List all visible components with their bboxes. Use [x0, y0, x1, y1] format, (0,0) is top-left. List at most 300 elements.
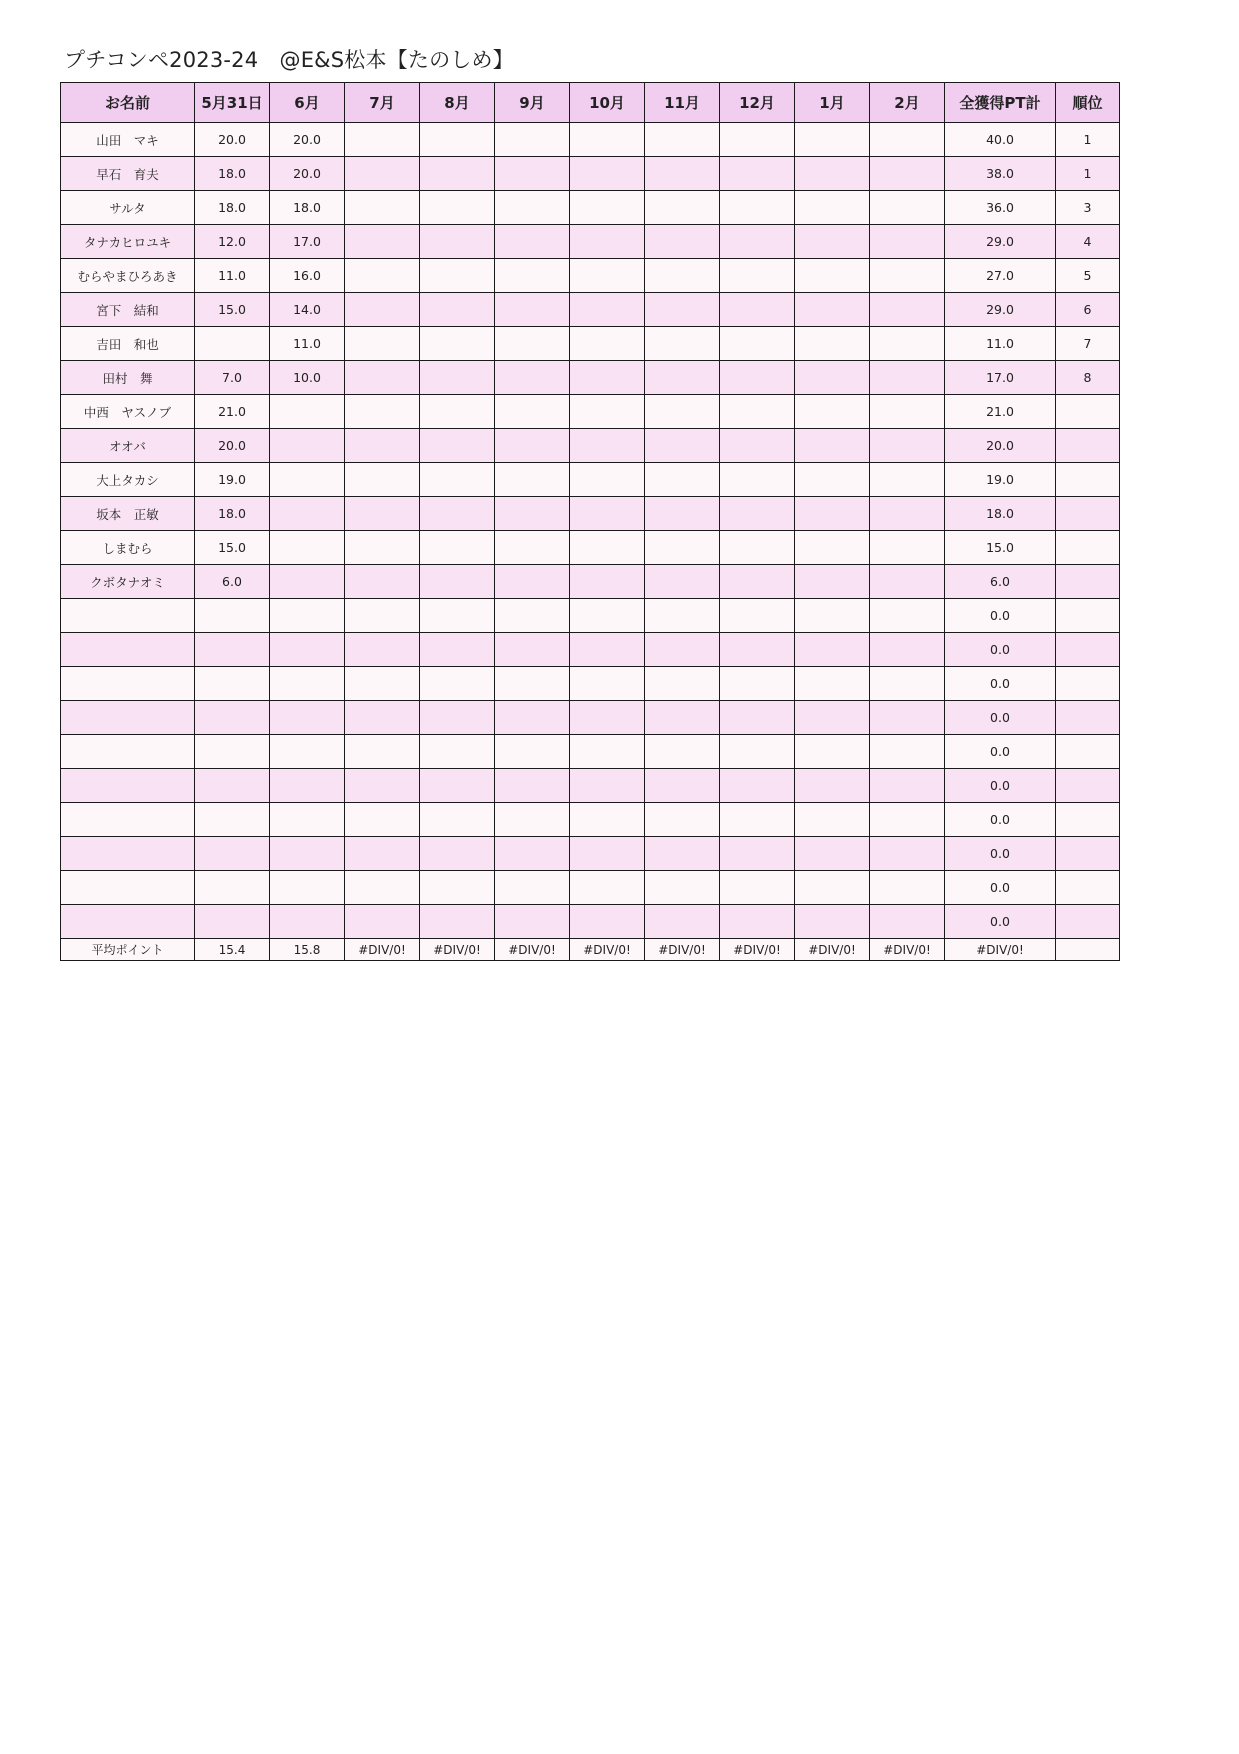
player-name-cell[interactable]: 田村 舞 — [61, 361, 195, 395]
points-cell[interactable] — [495, 463, 570, 497]
points-cell[interactable] — [420, 837, 495, 871]
points-cell[interactable] — [870, 225, 945, 259]
player-name-cell[interactable]: 中西 ヤスノブ — [61, 395, 195, 429]
points-cell[interactable] — [420, 871, 495, 905]
points-cell[interactable] — [870, 599, 945, 633]
points-cell[interactable] — [195, 701, 270, 735]
points-cell[interactable] — [645, 633, 720, 667]
points-cell[interactable] — [270, 769, 345, 803]
points-cell[interactable]: 21.0 — [195, 395, 270, 429]
total-points-cell[interactable]: 0.0 — [945, 599, 1056, 633]
points-cell[interactable] — [195, 871, 270, 905]
points-cell[interactable] — [345, 565, 420, 599]
points-cell[interactable] — [270, 735, 345, 769]
points-cell[interactable] — [195, 837, 270, 871]
points-cell[interactable] — [870, 701, 945, 735]
points-cell[interactable] — [495, 225, 570, 259]
points-cell[interactable] — [795, 905, 870, 939]
points-cell[interactable] — [345, 769, 420, 803]
points-cell[interactable] — [420, 429, 495, 463]
player-name-cell[interactable] — [61, 735, 195, 769]
points-cell[interactable] — [345, 837, 420, 871]
points-cell[interactable] — [795, 599, 870, 633]
points-cell[interactable] — [345, 497, 420, 531]
points-cell[interactable] — [495, 497, 570, 531]
points-cell[interactable] — [570, 803, 645, 837]
points-cell[interactable] — [420, 157, 495, 191]
points-cell[interactable]: 7.0 — [195, 361, 270, 395]
points-cell[interactable] — [870, 565, 945, 599]
rank-cell[interactable]: 8 — [1056, 361, 1120, 395]
points-cell[interactable] — [420, 531, 495, 565]
rank-cell[interactable] — [1056, 497, 1120, 531]
points-cell[interactable] — [645, 361, 720, 395]
average-points-label[interactable]: 平均ポイント — [61, 939, 195, 961]
rank-cell[interactable] — [1056, 871, 1120, 905]
points-cell[interactable] — [420, 803, 495, 837]
points-cell[interactable] — [495, 905, 570, 939]
points-cell[interactable]: 15.0 — [195, 293, 270, 327]
points-cell[interactable] — [495, 837, 570, 871]
points-cell[interactable] — [570, 701, 645, 735]
total-points-cell[interactable]: 0.0 — [945, 667, 1056, 701]
points-cell[interactable] — [195, 769, 270, 803]
points-cell[interactable] — [270, 497, 345, 531]
points-cell[interactable] — [645, 429, 720, 463]
points-cell[interactable] — [795, 429, 870, 463]
points-cell[interactable] — [420, 701, 495, 735]
total-points-cell[interactable]: 20.0 — [945, 429, 1056, 463]
points-cell[interactable] — [720, 667, 795, 701]
points-cell[interactable]: 14.0 — [270, 293, 345, 327]
average-points-cell[interactable]: #DIV/0! — [570, 939, 645, 961]
points-cell[interactable]: 10.0 — [270, 361, 345, 395]
points-cell[interactable] — [495, 123, 570, 157]
rank-cell[interactable] — [1056, 463, 1120, 497]
points-cell[interactable] — [345, 157, 420, 191]
points-cell[interactable] — [420, 123, 495, 157]
player-name-cell[interactable] — [61, 701, 195, 735]
points-cell[interactable] — [795, 531, 870, 565]
player-name-cell[interactable]: 宮下 結和 — [61, 293, 195, 327]
points-cell[interactable] — [720, 191, 795, 225]
points-cell[interactable] — [795, 259, 870, 293]
points-cell[interactable] — [270, 803, 345, 837]
points-cell[interactable] — [795, 191, 870, 225]
rank-cell[interactable] — [1056, 531, 1120, 565]
points-cell[interactable] — [345, 667, 420, 701]
rank-cell[interactable]: 4 — [1056, 225, 1120, 259]
points-cell[interactable] — [795, 157, 870, 191]
points-cell[interactable] — [795, 361, 870, 395]
player-name-cell[interactable] — [61, 871, 195, 905]
points-cell[interactable] — [720, 293, 795, 327]
points-cell[interactable] — [270, 667, 345, 701]
total-points-cell[interactable]: 21.0 — [945, 395, 1056, 429]
rank-cell[interactable] — [1056, 905, 1120, 939]
average-points-cell[interactable]: #DIV/0! — [495, 939, 570, 961]
total-points-cell[interactable]: 0.0 — [945, 905, 1056, 939]
total-points-cell[interactable]: 17.0 — [945, 361, 1056, 395]
points-cell[interactable] — [270, 633, 345, 667]
points-cell[interactable] — [720, 803, 795, 837]
points-cell[interactable] — [570, 871, 645, 905]
points-cell[interactable] — [870, 803, 945, 837]
points-cell[interactable] — [270, 599, 345, 633]
points-cell[interactable] — [795, 123, 870, 157]
points-cell[interactable] — [345, 531, 420, 565]
points-cell[interactable]: 18.0 — [195, 497, 270, 531]
average-points-cell[interactable]: #DIV/0! — [645, 939, 720, 961]
points-cell[interactable] — [720, 531, 795, 565]
points-cell[interactable] — [495, 701, 570, 735]
rank-cell[interactable] — [1056, 599, 1120, 633]
points-cell[interactable] — [720, 327, 795, 361]
points-cell[interactable] — [870, 667, 945, 701]
rank-cell[interactable] — [1056, 395, 1120, 429]
points-cell[interactable] — [720, 123, 795, 157]
total-points-cell[interactable]: 0.0 — [945, 701, 1056, 735]
points-cell[interactable] — [495, 259, 570, 293]
total-points-cell[interactable]: 27.0 — [945, 259, 1056, 293]
points-cell[interactable] — [495, 633, 570, 667]
points-cell[interactable] — [270, 565, 345, 599]
points-cell[interactable] — [345, 803, 420, 837]
points-cell[interactable] — [495, 327, 570, 361]
player-name-cell[interactable] — [61, 905, 195, 939]
rank-cell[interactable] — [1056, 429, 1120, 463]
points-cell[interactable] — [570, 667, 645, 701]
points-cell[interactable] — [495, 803, 570, 837]
points-cell[interactable] — [495, 599, 570, 633]
total-points-cell[interactable]: 0.0 — [945, 837, 1056, 871]
points-cell[interactable]: 6.0 — [195, 565, 270, 599]
points-cell[interactable] — [795, 769, 870, 803]
points-cell[interactable] — [645, 463, 720, 497]
points-cell[interactable] — [645, 157, 720, 191]
points-cell[interactable] — [495, 735, 570, 769]
rank-cell[interactable]: 5 — [1056, 259, 1120, 293]
average-points-cell[interactable]: #DIV/0! — [795, 939, 870, 961]
points-cell[interactable] — [420, 327, 495, 361]
points-cell[interactable] — [720, 633, 795, 667]
points-cell[interactable] — [870, 531, 945, 565]
points-cell[interactable] — [570, 905, 645, 939]
points-cell[interactable] — [795, 735, 870, 769]
points-cell[interactable]: 19.0 — [195, 463, 270, 497]
points-cell[interactable] — [795, 463, 870, 497]
points-cell[interactable] — [645, 259, 720, 293]
points-cell[interactable] — [645, 293, 720, 327]
points-cell[interactable] — [345, 395, 420, 429]
points-cell[interactable] — [870, 395, 945, 429]
points-cell[interactable] — [720, 871, 795, 905]
player-name-cell[interactable] — [61, 667, 195, 701]
points-cell[interactable] — [720, 225, 795, 259]
points-cell[interactable] — [645, 531, 720, 565]
points-cell[interactable]: 16.0 — [270, 259, 345, 293]
points-cell[interactable]: 11.0 — [195, 259, 270, 293]
points-cell[interactable]: 11.0 — [270, 327, 345, 361]
points-cell[interactable] — [570, 429, 645, 463]
points-cell[interactable] — [720, 599, 795, 633]
points-cell[interactable]: 20.0 — [270, 123, 345, 157]
player-name-cell[interactable]: 坂本 正敏 — [61, 497, 195, 531]
points-cell[interactable] — [420, 735, 495, 769]
points-cell[interactable] — [495, 361, 570, 395]
points-cell[interactable]: 15.0 — [195, 531, 270, 565]
points-cell[interactable] — [795, 395, 870, 429]
points-cell[interactable] — [645, 565, 720, 599]
points-cell[interactable] — [570, 837, 645, 871]
points-cell[interactable] — [495, 293, 570, 327]
points-cell[interactable] — [795, 871, 870, 905]
points-cell[interactable] — [570, 463, 645, 497]
points-cell[interactable] — [345, 429, 420, 463]
player-name-cell[interactable]: 吉田 和也 — [61, 327, 195, 361]
points-cell[interactable] — [345, 123, 420, 157]
points-cell[interactable] — [570, 123, 645, 157]
points-cell[interactable] — [345, 633, 420, 667]
points-cell[interactable] — [720, 769, 795, 803]
points-cell[interactable] — [195, 633, 270, 667]
average-points-cell[interactable]: 15.4 — [195, 939, 270, 961]
points-cell[interactable] — [570, 225, 645, 259]
points-cell[interactable] — [420, 361, 495, 395]
total-points-cell[interactable]: 38.0 — [945, 157, 1056, 191]
points-cell[interactable] — [345, 735, 420, 769]
average-points-cell[interactable]: #DIV/0! — [420, 939, 495, 961]
player-name-cell[interactable] — [61, 633, 195, 667]
points-cell[interactable] — [420, 667, 495, 701]
points-cell[interactable] — [195, 667, 270, 701]
points-cell[interactable] — [495, 667, 570, 701]
points-cell[interactable] — [420, 395, 495, 429]
points-cell[interactable] — [345, 871, 420, 905]
points-cell[interactable] — [645, 701, 720, 735]
points-cell[interactable] — [870, 123, 945, 157]
points-cell[interactable] — [420, 905, 495, 939]
player-name-cell[interactable] — [61, 803, 195, 837]
points-cell[interactable] — [795, 497, 870, 531]
player-name-cell[interactable]: 早石 育夫 — [61, 157, 195, 191]
points-cell[interactable] — [795, 837, 870, 871]
rank-cell[interactable] — [1056, 837, 1120, 871]
points-cell[interactable] — [795, 803, 870, 837]
points-cell[interactable] — [420, 225, 495, 259]
points-cell[interactable]: 17.0 — [270, 225, 345, 259]
rank-cell[interactable]: 1 — [1056, 123, 1120, 157]
total-points-cell[interactable]: 29.0 — [945, 225, 1056, 259]
player-name-cell[interactable]: しまむら — [61, 531, 195, 565]
points-cell[interactable] — [345, 293, 420, 327]
average-points-cell[interactable]: #DIV/0! — [345, 939, 420, 961]
points-cell[interactable] — [420, 633, 495, 667]
rank-cell[interactable]: 1 — [1056, 157, 1120, 191]
average-points-cell[interactable]: #DIV/0! — [720, 939, 795, 961]
points-cell[interactable] — [870, 871, 945, 905]
rank-cell[interactable]: 7 — [1056, 327, 1120, 361]
points-cell[interactable] — [495, 565, 570, 599]
total-points-cell[interactable]: 0.0 — [945, 769, 1056, 803]
points-cell[interactable] — [645, 667, 720, 701]
points-cell[interactable] — [420, 497, 495, 531]
points-cell[interactable] — [570, 259, 645, 293]
points-cell[interactable] — [720, 259, 795, 293]
points-cell[interactable] — [870, 769, 945, 803]
points-cell[interactable] — [870, 905, 945, 939]
points-cell[interactable] — [345, 361, 420, 395]
player-name-cell[interactable]: 大上タカシ — [61, 463, 195, 497]
points-cell[interactable] — [870, 497, 945, 531]
points-cell[interactable]: 20.0 — [195, 429, 270, 463]
points-cell[interactable] — [270, 871, 345, 905]
points-cell[interactable] — [795, 565, 870, 599]
points-cell[interactable] — [720, 701, 795, 735]
points-cell[interactable] — [720, 463, 795, 497]
points-cell[interactable] — [570, 361, 645, 395]
points-cell[interactable] — [795, 327, 870, 361]
points-cell[interactable]: 12.0 — [195, 225, 270, 259]
points-cell[interactable] — [345, 905, 420, 939]
points-cell[interactable] — [720, 395, 795, 429]
total-points-cell[interactable]: 18.0 — [945, 497, 1056, 531]
points-cell[interactable] — [720, 735, 795, 769]
rank-cell[interactable] — [1056, 735, 1120, 769]
points-cell[interactable] — [645, 395, 720, 429]
points-cell[interactable] — [645, 225, 720, 259]
points-cell[interactable] — [645, 905, 720, 939]
points-cell[interactable] — [645, 871, 720, 905]
total-points-cell[interactable]: 11.0 — [945, 327, 1056, 361]
points-cell[interactable] — [270, 701, 345, 735]
points-cell[interactable] — [720, 497, 795, 531]
points-cell[interactable] — [870, 191, 945, 225]
total-points-cell[interactable]: 29.0 — [945, 293, 1056, 327]
total-points-cell[interactable]: 40.0 — [945, 123, 1056, 157]
total-points-cell[interactable]: 36.0 — [945, 191, 1056, 225]
total-points-cell[interactable]: 19.0 — [945, 463, 1056, 497]
points-cell[interactable] — [870, 361, 945, 395]
points-cell[interactable] — [570, 633, 645, 667]
points-cell[interactable] — [195, 327, 270, 361]
player-name-cell[interactable]: オオバ — [61, 429, 195, 463]
points-cell[interactable] — [645, 803, 720, 837]
player-name-cell[interactable]: サルタ — [61, 191, 195, 225]
points-cell[interactable] — [345, 599, 420, 633]
average-points-cell[interactable]: #DIV/0! — [945, 939, 1056, 961]
points-cell[interactable] — [645, 191, 720, 225]
total-points-cell[interactable]: 0.0 — [945, 735, 1056, 769]
points-cell[interactable] — [420, 769, 495, 803]
points-cell[interactable] — [495, 191, 570, 225]
points-cell[interactable] — [870, 157, 945, 191]
points-cell[interactable] — [795, 667, 870, 701]
points-cell[interactable] — [720, 565, 795, 599]
points-cell[interactable] — [495, 769, 570, 803]
points-cell[interactable] — [645, 497, 720, 531]
player-name-cell[interactable]: クボタナオミ — [61, 565, 195, 599]
points-cell[interactable] — [570, 769, 645, 803]
points-cell[interactable] — [645, 123, 720, 157]
points-cell[interactable] — [720, 157, 795, 191]
points-cell[interactable]: 20.0 — [195, 123, 270, 157]
average-points-cell[interactable]: #DIV/0! — [870, 939, 945, 961]
points-cell[interactable] — [570, 293, 645, 327]
points-cell[interactable] — [570, 497, 645, 531]
points-cell[interactable] — [870, 633, 945, 667]
points-cell[interactable] — [495, 531, 570, 565]
points-cell[interactable] — [195, 735, 270, 769]
points-cell[interactable] — [345, 327, 420, 361]
points-cell[interactable] — [720, 429, 795, 463]
points-cell[interactable] — [420, 565, 495, 599]
points-cell[interactable]: 20.0 — [270, 157, 345, 191]
points-cell[interactable] — [870, 735, 945, 769]
points-cell[interactable] — [195, 905, 270, 939]
player-name-cell[interactable]: タナカヒロユキ — [61, 225, 195, 259]
total-points-cell[interactable]: 0.0 — [945, 871, 1056, 905]
points-cell[interactable] — [870, 429, 945, 463]
points-cell[interactable] — [720, 905, 795, 939]
rank-cell[interactable] — [1056, 701, 1120, 735]
total-points-cell[interactable]: 0.0 — [945, 633, 1056, 667]
points-cell[interactable] — [795, 293, 870, 327]
player-name-cell[interactable] — [61, 599, 195, 633]
points-cell[interactable] — [870, 463, 945, 497]
points-cell[interactable] — [795, 633, 870, 667]
player-name-cell[interactable]: むらやまひろあき — [61, 259, 195, 293]
points-cell[interactable]: 18.0 — [270, 191, 345, 225]
points-cell[interactable] — [570, 157, 645, 191]
points-cell[interactable] — [270, 905, 345, 939]
points-cell[interactable] — [345, 259, 420, 293]
points-cell[interactable] — [570, 735, 645, 769]
points-cell[interactable] — [570, 565, 645, 599]
rank-cell[interactable] — [1056, 803, 1120, 837]
rank-cell[interactable] — [1056, 565, 1120, 599]
points-cell[interactable] — [570, 191, 645, 225]
points-cell[interactable] — [495, 157, 570, 191]
points-cell[interactable] — [195, 803, 270, 837]
points-cell[interactable] — [570, 327, 645, 361]
rank-cell[interactable] — [1056, 667, 1120, 701]
points-cell[interactable] — [870, 837, 945, 871]
points-cell[interactable] — [570, 395, 645, 429]
total-points-cell[interactable]: 0.0 — [945, 803, 1056, 837]
points-cell[interactable] — [420, 599, 495, 633]
points-cell[interactable] — [270, 395, 345, 429]
points-cell[interactable] — [870, 327, 945, 361]
points-cell[interactable] — [420, 259, 495, 293]
average-points-cell[interactable]: 15.8 — [270, 939, 345, 961]
points-cell[interactable] — [795, 225, 870, 259]
points-cell[interactable] — [345, 191, 420, 225]
points-cell[interactable]: 18.0 — [195, 157, 270, 191]
total-points-cell[interactable]: 15.0 — [945, 531, 1056, 565]
points-cell[interactable] — [420, 463, 495, 497]
player-name-cell[interactable] — [61, 837, 195, 871]
points-cell[interactable] — [645, 599, 720, 633]
points-cell[interactable] — [495, 395, 570, 429]
rank-cell[interactable] — [1056, 633, 1120, 667]
points-cell[interactable] — [195, 599, 270, 633]
total-points-cell[interactable]: 6.0 — [945, 565, 1056, 599]
points-cell[interactable] — [420, 293, 495, 327]
points-cell[interactable] — [795, 701, 870, 735]
points-cell[interactable] — [345, 463, 420, 497]
points-cell[interactable] — [720, 837, 795, 871]
